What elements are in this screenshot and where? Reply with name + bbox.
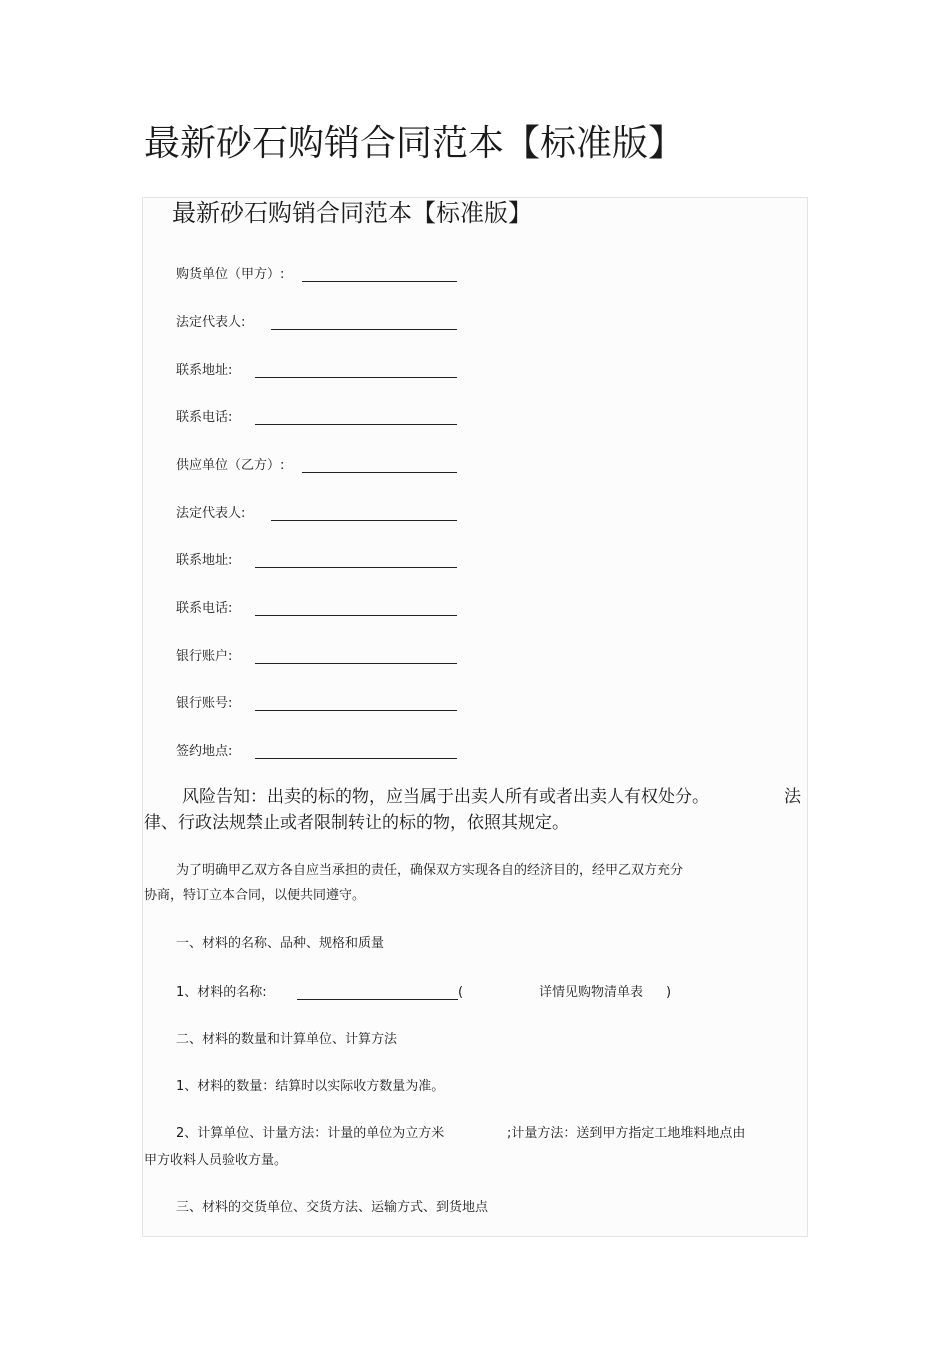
intro-line-2: 协商，特订立本合同，以便共同遵守。	[144, 888, 366, 903]
field-label: 联系地址:	[176, 553, 233, 568]
section-heading-2: 二、材料的数量和计算单位、计算方法	[176, 1032, 398, 1047]
field-bank-account	[176, 646, 232, 668]
risk-notice-line-2: 律、行政法规禁止或者限制转让的标的物，依照其规定。	[144, 813, 569, 833]
item-material-name-label: 1、材料的名称:	[176, 985, 267, 1000]
item-unit-method-line-1: 2、计算单位、计量方法：计量的单位为立方米	[176, 1126, 445, 1141]
field-blank-line[interactable]	[302, 472, 457, 473]
item-material-name-note: 详情见购物清单表	[539, 985, 644, 1000]
field-blank-line[interactable]	[271, 520, 457, 521]
field-blank-line[interactable]	[255, 663, 457, 664]
field-buyer-legal-rep	[176, 312, 245, 334]
field-signing-place	[176, 741, 232, 763]
field-bank-number	[176, 693, 232, 715]
field-blank-line[interactable]	[302, 281, 457, 282]
field-label: 银行账号:	[176, 696, 233, 711]
field-label: 联系电话:	[176, 601, 233, 616]
field-blank-line[interactable]	[255, 615, 457, 616]
field-buyer	[176, 264, 284, 286]
field-buyer-phone	[176, 407, 232, 429]
field-label: 购货单位（甲方）:	[176, 267, 285, 282]
field-supplier-address	[176, 550, 232, 572]
risk-notice-line-1: 风险告知：出卖的标的物，应当属于出卖人所有或者出卖人有权处分。	[182, 787, 709, 807]
field-blank-line[interactable]	[297, 999, 458, 1000]
field-blank-line[interactable]	[255, 377, 457, 378]
item-unit-method-line-2: 甲方收料人员验收方量。	[144, 1153, 288, 1168]
intro-line-1: 为了明确甲乙双方各自应当承担的责任，确保双方实现各自的经济目的，经甲乙双方充分	[176, 863, 684, 878]
field-buyer-address	[176, 360, 232, 382]
field-label: 银行账户:	[176, 649, 233, 664]
item-quantity: 1、材料的数量：结算时以实际收方数量为准。	[176, 1079, 445, 1094]
section-heading-1: 一、材料的名称、品种、规格和质量	[176, 936, 385, 951]
field-blank-line[interactable]	[255, 758, 457, 759]
field-blank-line[interactable]	[271, 329, 457, 330]
risk-notice-line-1-end: 法	[784, 787, 801, 807]
field-blank-line[interactable]	[255, 567, 457, 568]
field-label: 法定代表人:	[176, 506, 246, 521]
field-blank-line[interactable]	[255, 710, 457, 711]
field-label: 法定代表人:	[176, 315, 246, 330]
field-label: 联系电话:	[176, 410, 233, 425]
item-material-name-close-paren: )	[666, 985, 672, 1000]
field-blank-line[interactable]	[255, 424, 457, 425]
field-supplier-legal-rep	[176, 503, 245, 525]
field-supplier-phone	[176, 598, 232, 620]
item-unit-method-line-1-end: ;计量方法：送到甲方指定工地堆料地点由	[507, 1126, 746, 1141]
field-label: 联系地址:	[176, 363, 233, 378]
field-label: 签约地点:	[176, 744, 233, 759]
field-supplier	[176, 455, 284, 477]
page-title: 最新砂石购销合同范本【标准版】	[144, 123, 685, 164]
section-heading-3: 三、材料的交货单位、交货方法、运输方式、到货地点	[176, 1200, 489, 1215]
item-material-name-open-paren: (	[458, 985, 464, 1000]
field-label: 供应单位（乙方）:	[176, 458, 285, 473]
document-title: 最新砂石购销合同范本【标准版】	[172, 199, 532, 227]
